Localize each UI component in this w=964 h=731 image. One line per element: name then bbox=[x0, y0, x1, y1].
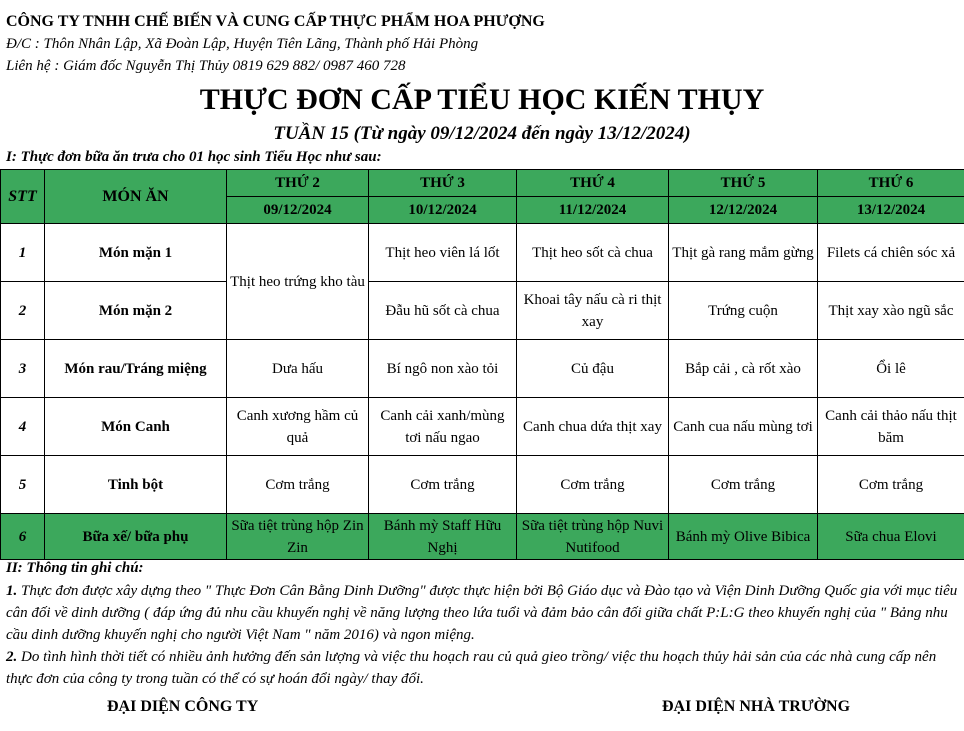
dish-category: Món rau/Tráng miệng bbox=[45, 340, 227, 398]
header-row-days bbox=[1, 170, 964, 197]
menu-cell: Bắp cải , cà rốt xào bbox=[669, 340, 818, 398]
menu-cell: Bánh mỳ Staff Hữu Nghị bbox=[369, 514, 517, 560]
menu-cell: Thịt heo viên lá lốt bbox=[369, 224, 517, 282]
note-text: Thực đơn được xây dựng theo " Thực Đơn Cân Bằng Dinh Dưỡng" được thực hiện bởi Bộ Giáo dục và Đào tạo và Viện Dinh Dưỡng Quốc gia với mục tiêu cân đối về dinh dưỡng ( đáp ứng đủ nhu cầu khuyến nghị về năng lượng theo lứa tuổi và đảm bảo cân đối giữa chất P:L:G theo khuyến nghị của " Bảng nhu cầu dinh dưỡng khuyến nghị cho người Việt Nam " năm 2016) và ngon miệng. bbox=[6, 583, 958, 643]
menu-cell: Filets cá chiên sóc xả bbox=[818, 224, 964, 282]
menu-table bbox=[0, 169, 964, 560]
menu-cell: Canh xương hầm củ quả bbox=[227, 398, 369, 456]
menu-cell: Canh cải xanh/mùng tơi nấu ngao bbox=[369, 398, 517, 456]
date-header: 11/12/2024 bbox=[517, 197, 669, 224]
menu-cell: Khoai tây nấu cà ri thịt xay bbox=[517, 282, 669, 340]
page-title: THỰC ĐƠN CẤP TIỂU HỌC KIẾN THỤY bbox=[199, 83, 765, 116]
dish-category: Món mặn 2 bbox=[45, 282, 227, 340]
menu-cell: Cơm trắng bbox=[227, 456, 369, 514]
note-item bbox=[6, 580, 958, 646]
row-number: 6 bbox=[1, 514, 45, 560]
menu-cell: Bí ngô non xào tỏi bbox=[369, 340, 517, 398]
menu-cell: Sữa tiệt trùng hộp Nuvi Nutifood bbox=[517, 514, 669, 560]
menu-cell: Cơm trắng bbox=[818, 456, 964, 514]
company-signature-label: ĐẠI DIỆN CÔNG TY bbox=[107, 698, 259, 715]
menu-cell: Dưa hấu bbox=[227, 340, 369, 398]
note-number: 2. bbox=[6, 649, 18, 665]
row-number: 1 bbox=[1, 224, 45, 282]
menu-cell: Bánh mỳ Olive Bibica bbox=[669, 514, 818, 560]
date-header: 09/12/2024 bbox=[227, 197, 369, 224]
menu-cell: Cơm trắng bbox=[369, 456, 517, 514]
table-row-snack bbox=[1, 514, 964, 560]
dish-category: Món mặn 1 bbox=[45, 224, 227, 282]
day-header: THỨ 3 bbox=[369, 170, 517, 197]
menu-cell: Cơm trắng bbox=[517, 456, 669, 514]
menu-cell: Thịt gà rang mắm gừng bbox=[669, 224, 818, 282]
company-address: Đ/C : Thôn Nhân Lập, Xã Đoàn Lập, Huyện Tiên Lãng, Thành phố Hải Phòng bbox=[6, 36, 479, 52]
table-row bbox=[1, 398, 964, 456]
menu-cell: Thịt heo sốt cà chua bbox=[517, 224, 669, 282]
day-header: THỨ 6 bbox=[818, 170, 964, 197]
section-1-heading: I: Thực đơn bữa ăn trưa cho 01 học sinh Tiểu Học như sau: bbox=[6, 149, 382, 165]
table-row bbox=[1, 282, 964, 340]
company-contact: Liên hệ : Giám đốc Nguyễn Thị Thủy 0819 629 882/ 0987 460 728 bbox=[6, 58, 406, 74]
company-name: CÔNG TY TNHH CHẾ BIẾN VÀ CUNG CẤP THỰC PHẨM HOA PHƯỢNG bbox=[6, 13, 545, 30]
notes-block bbox=[6, 580, 958, 690]
note-item bbox=[6, 646, 958, 690]
dish-category: Món Canh bbox=[45, 398, 227, 456]
date-header: 13/12/2024 bbox=[818, 197, 964, 224]
page-subtitle: TUẦN 15 (Từ ngày 09/12/2024 đến ngày 13/12/2024) bbox=[273, 123, 691, 144]
date-header: 10/12/2024 bbox=[369, 197, 517, 224]
menu-cell: Củ đậu bbox=[517, 340, 669, 398]
menu-cell: Đẫu hũ sốt cà chua bbox=[369, 282, 517, 340]
table-row bbox=[1, 224, 964, 282]
note-text: Do tình hình thời tiết có nhiều ảnh hưởng đến sản lượng và việc thu hoạch rau củ quả gieo trồng/ việc thu hoạch thủy hải sản của các nhà cung cấp nên thực đơn của công ty trong tuần có thể có sự hoán đổi ngày/ thay đổi. bbox=[6, 649, 937, 687]
section-2-heading: II: Thông tin ghi chú: bbox=[6, 560, 144, 576]
stt-header: STT bbox=[1, 170, 45, 224]
day-header: THỨ 4 bbox=[517, 170, 669, 197]
menu-cell: Canh cua nấu mùng tơi bbox=[669, 398, 818, 456]
table-row bbox=[1, 456, 964, 514]
row-number: 3 bbox=[1, 340, 45, 398]
table-row bbox=[1, 340, 964, 398]
school-signature-label: ĐẠI DIỆN NHÀ TRƯỜNG bbox=[662, 698, 851, 715]
day-header: THỨ 5 bbox=[669, 170, 818, 197]
day-header: THỨ 2 bbox=[227, 170, 369, 197]
menu-cell: Thịt xay xào ngũ sắc bbox=[818, 282, 964, 340]
dish-category: Tinh bột bbox=[45, 456, 227, 514]
menu-cell: Sữa tiệt trùng hộp Zin Zin bbox=[227, 514, 369, 560]
row-number: 5 bbox=[1, 456, 45, 514]
date-header: 12/12/2024 bbox=[669, 197, 818, 224]
dish-category: Bữa xế/ bữa phụ bbox=[45, 514, 227, 560]
menu-cell: Canh cải thảo nấu thịt băm bbox=[818, 398, 964, 456]
row-number: 4 bbox=[1, 398, 45, 456]
row-number: 2 bbox=[1, 282, 45, 340]
menu-cell: Ổi lê bbox=[818, 340, 964, 398]
dish-header: MÓN ĂN bbox=[45, 170, 227, 224]
note-number: 1. bbox=[6, 583, 18, 599]
menu-cell: Sữa chua Elovi bbox=[818, 514, 964, 560]
menu-cell: Cơm trắng bbox=[669, 456, 818, 514]
menu-cell: Trứng cuộn bbox=[669, 282, 818, 340]
menu-cell: Canh chua dứa thịt xay bbox=[517, 398, 669, 456]
menu-cell: Thịt heo trứng kho tàu bbox=[227, 224, 369, 340]
